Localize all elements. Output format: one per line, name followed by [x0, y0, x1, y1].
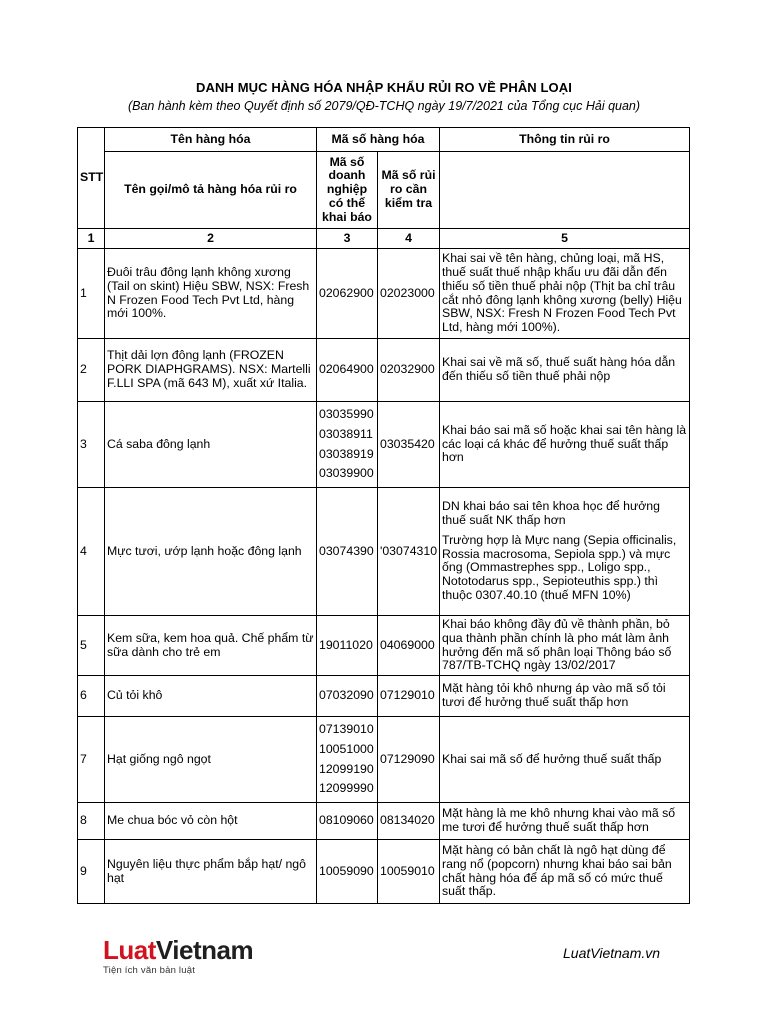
table-row	[78, 402, 690, 488]
declared-code: 02064900	[319, 362, 374, 377]
col-number: 2	[105, 229, 317, 249]
risk-info-text: Khai sai về mã số, thuế suất hàng hóa dẫn đến thiếu số tiền thuế phải nộp	[442, 355, 676, 383]
row-risk-info	[440, 249, 690, 339]
row-goods-name: Hạt giống ngô ngọt	[105, 717, 317, 803]
header-stt: STT	[78, 128, 105, 229]
row-risk-code: '03074310	[378, 488, 440, 616]
row-stt: 4	[78, 488, 105, 616]
row-declared-codes	[317, 249, 378, 339]
row-risk-info	[440, 840, 690, 904]
declared-code: 08109060	[319, 813, 374, 828]
row-risk-info	[440, 339, 690, 402]
row-stt: 6	[78, 676, 105, 717]
table-row	[78, 488, 690, 616]
row-goods-name: Đuôi trâu đông lạnh không xương (Tail on skint) Hiệu SBW, NSX: Fresh N Frozen Food Tech Pvt Ltd, hàng mới 100%.	[105, 249, 317, 339]
row-stt: 3	[78, 402, 105, 488]
header-thong-tin-rui-ro: Thông tin rủi ro	[440, 128, 690, 152]
risk-info-text: Mặt hàng là me khô nhưng khai vào mã số me tươi để hưởng thuế suất thấp hơn	[442, 806, 676, 834]
declared-code: 03038911	[319, 426, 373, 441]
row-risk-info	[440, 717, 690, 803]
declared-code: 03035990	[319, 406, 374, 421]
row-stt: 2	[78, 339, 105, 402]
declared-code: 12099190	[319, 761, 374, 776]
risk-info-text: DN khai báo sai tên khoa học để hưởng thuế suất NK thấp hơn	[442, 499, 660, 528]
document-title: DANH MỤC HÀNG HÓA NHẬP KHẨU RỦI RO VỀ PHÂN LOẠI	[196, 80, 572, 95]
row-risk-code: 04069000	[378, 616, 440, 676]
col-number: 1	[78, 229, 105, 249]
luatvietnam-logo	[103, 937, 253, 976]
risk-info-text: Khai báo sai mã số hoặc khai sai tên hàng là các loại cá khác để hưởng thuế suất thấp hơn	[442, 422, 687, 465]
row-risk-info	[440, 803, 690, 840]
declared-code: 12099990	[319, 781, 374, 796]
declared-code: 03038919	[319, 446, 374, 461]
row-risk-code: 02023000	[378, 249, 440, 339]
row-goods-name: Kem sữa, kem hoa quả. Chế phẩm từ sữa dành cho trẻ em	[105, 616, 317, 676]
risk-info-text: Khai sai về tên hàng, chủng loại, mã HS, thuế suất thuế nhập khẩu ưu đãi dẫn đến thiếu số tiền thuế phải nộp (Thịt ba chỉ trâu cắt nhỏ đông lạnh không xương (belly) Hiệu SBW, NSX: Fresh N Frozen Food Tech Pvt Ltd, hàng mới 100%).	[442, 251, 682, 335]
row-risk-code: 10059010	[378, 840, 440, 904]
header-ten-goi: Tên gọi/mô tả hàng hóa rủi ro	[105, 152, 317, 229]
row-risk-info	[440, 402, 690, 488]
row-risk-info	[440, 488, 690, 616]
table-row	[78, 339, 690, 402]
declared-code: 07139010	[319, 721, 374, 736]
row-risk-info	[440, 676, 690, 717]
row-stt: 8	[78, 803, 105, 840]
row-declared-codes	[317, 402, 378, 488]
row-stt: 9	[78, 840, 105, 904]
row-declared-codes	[317, 339, 378, 402]
declared-code: 03074390	[319, 543, 374, 558]
row-risk-code: 02032900	[378, 339, 440, 402]
table-row	[78, 840, 690, 904]
header-ma-so-hang-hoa: Mã số hàng hóa	[317, 128, 440, 152]
row-risk-code: 07129010	[378, 676, 440, 717]
declared-code: 07032090	[319, 688, 374, 703]
document-subtitle: (Ban hành kèm theo Quyết định số 2079/QĐ-TCHQ ngày 19/7/2021 của Tổng cục Hải quan)	[127, 99, 641, 113]
table-row	[78, 803, 690, 840]
row-declared-codes	[317, 616, 378, 676]
row-goods-name: Củ tỏi khô	[105, 676, 317, 717]
logo-tagline: Tiện ích văn bản luật	[103, 965, 196, 976]
declared-code: 10059090	[319, 863, 374, 878]
risk-info-text: Khai sai mã số để hưởng thuế suất thấp	[442, 751, 662, 766]
declared-code: 03039900	[319, 466, 374, 481]
row-stt: 1	[78, 249, 105, 339]
table-row	[78, 717, 690, 803]
declared-code: 02062900	[319, 285, 374, 300]
row-declared-codes	[317, 803, 378, 840]
col-number: 3	[317, 229, 378, 249]
row-stt: 7	[78, 717, 105, 803]
row-stt: 5	[78, 616, 105, 676]
row-risk-code: 08134020	[378, 803, 440, 840]
row-goods-name: Me chua bóc vỏ còn hột	[105, 803, 317, 840]
risk-info-text: Mặt hàng tỏi khô nhưng áp vào mã số tỏi tươi để hưởng thuế suất thấp hơn	[442, 681, 666, 709]
header-ten-hang-hoa: Tên hàng hóa	[105, 128, 317, 152]
col-number: 5	[440, 229, 690, 249]
logo-luat: Luat	[103, 935, 156, 965]
col-number: 4	[378, 229, 440, 249]
header-blank	[440, 152, 690, 229]
risk-goods-table	[77, 127, 690, 904]
header-ma-so-dn: Mã số doanh nghiệp có thể khai báo	[317, 152, 378, 229]
row-risk-info	[440, 616, 690, 676]
declared-code: 10051000	[319, 741, 374, 756]
row-goods-name: Cá saba đông lạnh	[105, 402, 317, 488]
table-row	[78, 616, 690, 676]
table-row	[78, 249, 690, 339]
row-goods-name: Mực tươi, ướp lạnh hoặc đông lạnh	[105, 488, 317, 616]
risk-info-text: Mặt hàng có bản chất là ngô hạt dùng để rang nổ (popcorn) nhưng khai báo sai bản chất hàng hóa để áp mã số có mức thuế suất thấp.	[442, 842, 672, 899]
footer-site: LuatVietnam.vn	[563, 945, 661, 961]
header-ma-so-rui-ro: Mã số rủi ro cần kiểm tra	[378, 152, 440, 229]
row-declared-codes	[317, 488, 378, 616]
column-number-row	[78, 229, 690, 249]
row-goods-name: Thịt dải lợn đông lạnh (FROZEN PORK DIAPHGRAMS). NSX: Martelli F.LLI SPA (mã 643 M), xuất xứ Italia.	[105, 339, 317, 402]
row-declared-codes	[317, 676, 378, 717]
row-goods-name: Nguyên liệu thực phẩm bắp hạt/ ngô hạt	[105, 840, 317, 904]
row-declared-codes	[317, 717, 378, 803]
row-risk-code: 03035420	[378, 402, 440, 488]
row-risk-code: 07129090	[378, 717, 440, 803]
table-row	[78, 676, 690, 717]
logo-vietnam: Vietnam	[155, 935, 254, 965]
risk-info-text: Khai báo không đầy đủ về thành phần, bỏ qua thành phần chính là pho mát làm ảnh hưởng đến mã số phân loại Thông báo số 787/TB-TCHQ ngày 13/02/2017	[442, 616, 672, 673]
declared-code: 19011020	[319, 637, 373, 652]
risk-info-text: Trường hợp là Mực nang (Sepia officinalis, Rossia macrosoma, Sepiola spp.) và mực ống (Ommastrephes spp., Loligo spp., Nototodarus spp., Sepioteuthis spp.) thì thuộc 0307.40.10 (thuế MFN 10%)	[442, 532, 677, 602]
row-declared-codes	[317, 840, 378, 904]
